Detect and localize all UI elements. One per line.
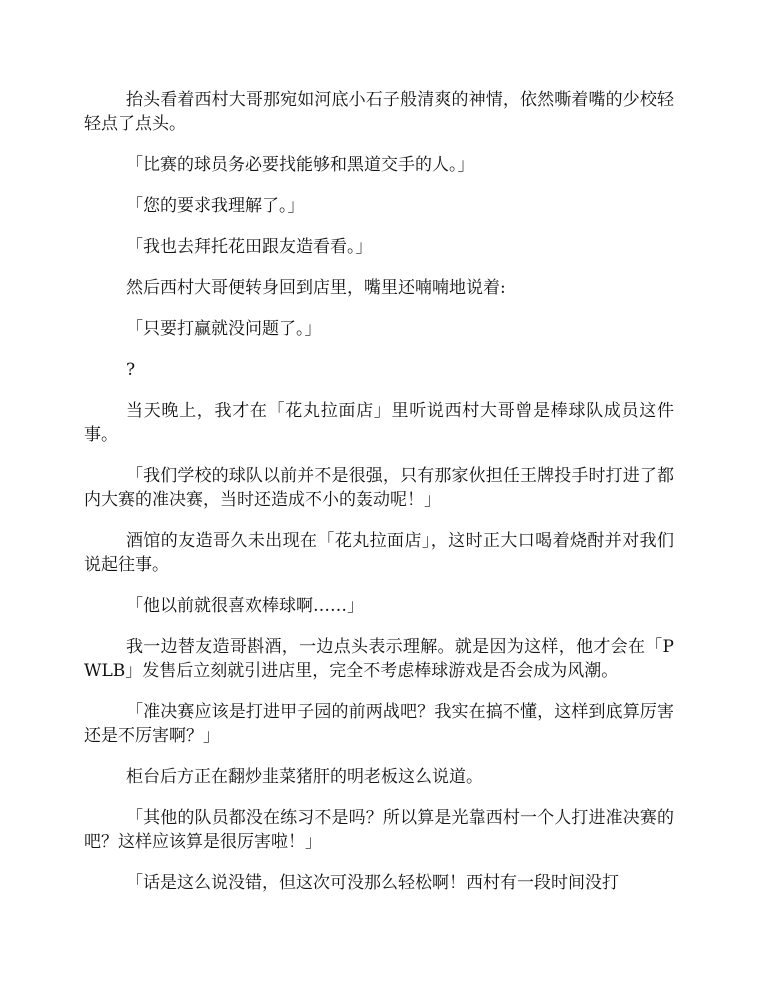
- paragraph: 「话是这么说没错，但这次可没那么轻松啊！西村有一段时间没打: [126, 873, 619, 893]
- scene-break-marker: ?: [126, 360, 136, 380]
- paragraph: 当天晚上，我才在「花丸拉面店」里听说西村大哥曾是棒球队成员这件事。: [84, 401, 674, 445]
- paragraph: 「您的要求我理解了。」: [126, 196, 305, 216]
- paragraph: 「比赛的球员务必要找能够和黑道交手的人。」: [126, 155, 475, 175]
- document-body: [84, 88, 674, 912]
- paragraph: 「他以前就很喜欢棒球啊……」: [126, 596, 364, 616]
- paragraph: 柜台后方正在翻炒韭菜猪肝的明老板这么说道。: [126, 767, 483, 787]
- paragraph: 我一边替友造哥斟酒，一边点头表示理解。就是因为这样，他才会在「PWLB」发售后立刻就引进店里，完全不考虑棒球游戏是否会成为风潮。: [84, 637, 674, 681]
- paragraph: 然后西村大哥便转身回到店里，嘴里还喃喃地说着:: [126, 278, 506, 298]
- paragraph: 「我们学校的球队以前并不是很强，只有那家伙担任王牌投手时打进了都内大赛的准决赛，当时还造成不小的轰动呢！」: [84, 466, 674, 510]
- paragraph: 抬头看着西村大哥那宛如河底小石子般清爽的神情，依然嘶着嘴的少校轻轻点了点头。: [84, 90, 674, 134]
- paragraph: 「准决赛应该是打进甲子园的前两战吧？我实在搞不懂，这样到底算厉害还是不厉害啊？」: [84, 702, 674, 746]
- paragraph: 「其他的队员都没在练习不是吗？所以算是光靠西村一个人打进准决赛的吧？这样应该算是很厉害啦！」: [84, 808, 674, 852]
- paragraph: 酒馆的友造哥久未出现在「花丸拉面店」，这时正大口喝着烧酎并对我们说起往事。: [84, 531, 674, 575]
- paragraph: 「只要打赢就没问题了。」: [126, 319, 322, 339]
- paragraph: 「我也去拜托花田跟友造看看。」: [126, 237, 373, 257]
